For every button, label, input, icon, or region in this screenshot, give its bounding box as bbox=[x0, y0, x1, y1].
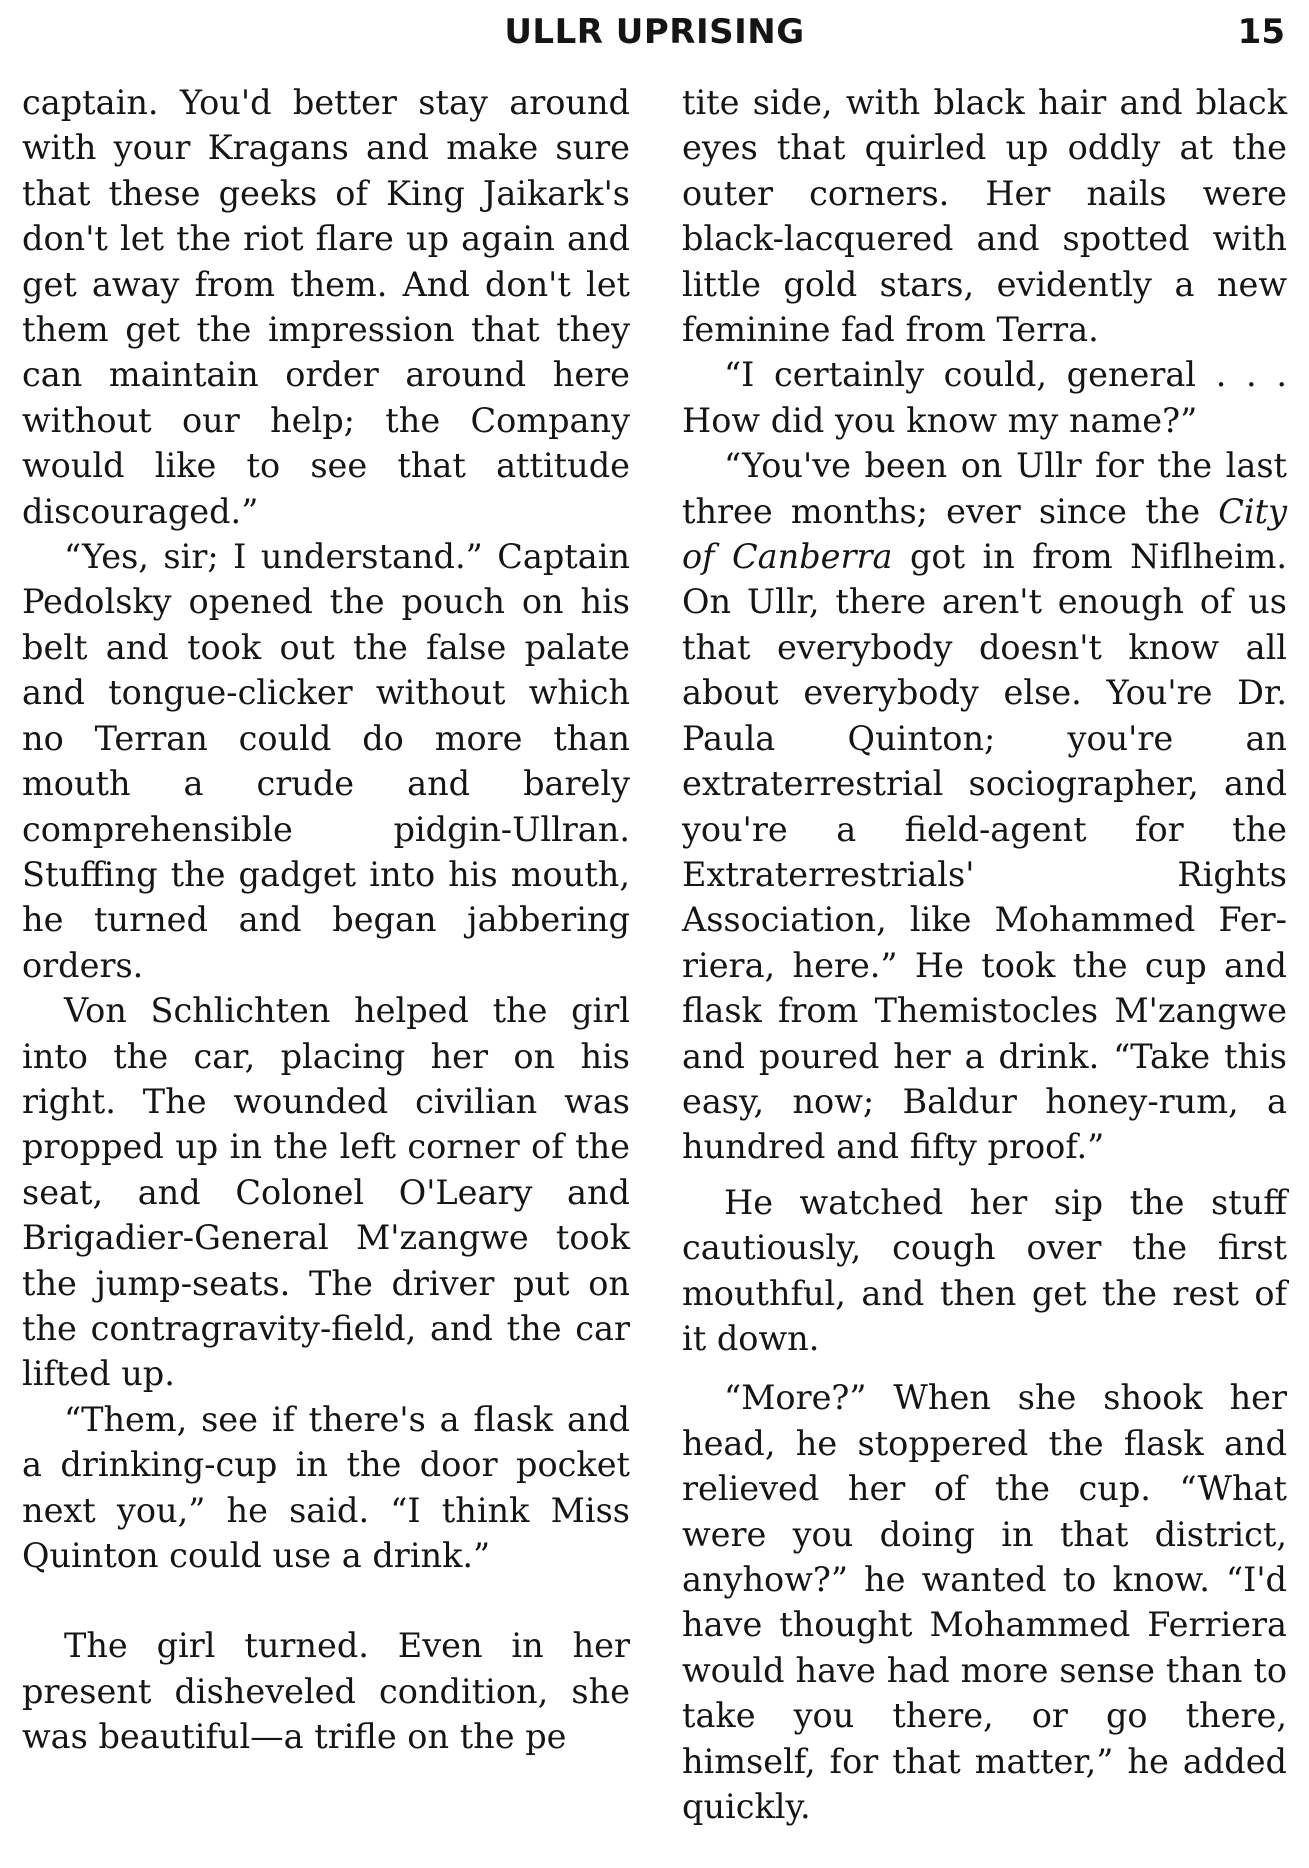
paragraph: tite side, with black hair and black eyes that quirled up oddly at the outer corners. Her nails were black-lacquered and spotted with little gold stars, evidently a new feminine fad from Terra. bbox=[682, 83, 1287, 350]
ship-name: City of Canberra bbox=[682, 491, 1287, 577]
paragraph: “More?” When she shook her head, he stoppered the flask and relieved her of the cup. “What were you doing in that district, anyhow?” he wanted to know. “I'd have thought Mohammed Ferriera would have had more sense than to take you there, or go there, himself, for that matter,” he added quickly. bbox=[682, 1378, 1287, 1827]
right-column bbox=[682, 80, 1287, 1829]
page-number: 15 bbox=[1237, 12, 1285, 52]
paragraph: captain. You'd better stay around with your Kragans and make sure that these geeks of King Jaikark's don't let the riot flare up again and get away from them. And don't let them get the impression that they can maintain order around here without our help; the Company would like to see that attitude discouraged.” bbox=[22, 83, 630, 531]
paragraph: “Yes, sir; I understand.” Captain Pedolsky opened the pouch on his belt and took out the false palate and tongue-clicker without which no Terran could do more than mouth a crude and barely comprehensible pidgin-Ullran. Stuffing the gadget into his mouth, he turned and began jabbering orders. bbox=[22, 537, 630, 985]
paragraph: He watched her sip the stuff cautiously, cough over the first mouthful, and then get the rest of it down. bbox=[682, 1182, 1287, 1358]
paragraph: “I certainly could, general . . . How did you know my name?” bbox=[682, 355, 1287, 440]
paragraph: Von Schlichten helped the girl into the car, placing her on his right. The wounded civilian was propped up in the left corner of the seat, and Colonel O'Leary and Brigadier-General M'zangwe took the jump-seats. The driver put on the contragravity-field, and the car lifted up. bbox=[22, 991, 630, 1394]
page-header bbox=[0, 12, 1309, 62]
paragraph-text: got in from Niflheim. On Ullr, there aren't enough of us that everybody doesn't know all about everybody else. You're Dr. Paula Quinton; you're an extraterrestrial sociographer, and you're a field-agent for the Extraterrestrials' Rights Association, like Mohammed Ferriera, here.” He took the cup and flask from Themistocles M'zangwe and poured her a drink. “Take this easy, now; Baldur honey-rum, a hundred and fifty proof.” bbox=[682, 537, 1287, 1167]
paragraph: “Them, see if there's a flask and a drinking-cup in the door pocket next you,” he said. “I think Miss Quinton could use a drink.” bbox=[22, 1399, 630, 1575]
running-head: ULLR UPRISING bbox=[504, 12, 805, 52]
left-column bbox=[22, 80, 630, 1760]
paragraph: The girl turned. Even in her present disheveled condition, she was beautiful—a trifle on the pe bbox=[22, 1626, 630, 1757]
paragraph-text: “You've been on Ullr for the last three months; ever since the bbox=[682, 446, 1287, 531]
paragraph bbox=[682, 443, 1287, 1170]
